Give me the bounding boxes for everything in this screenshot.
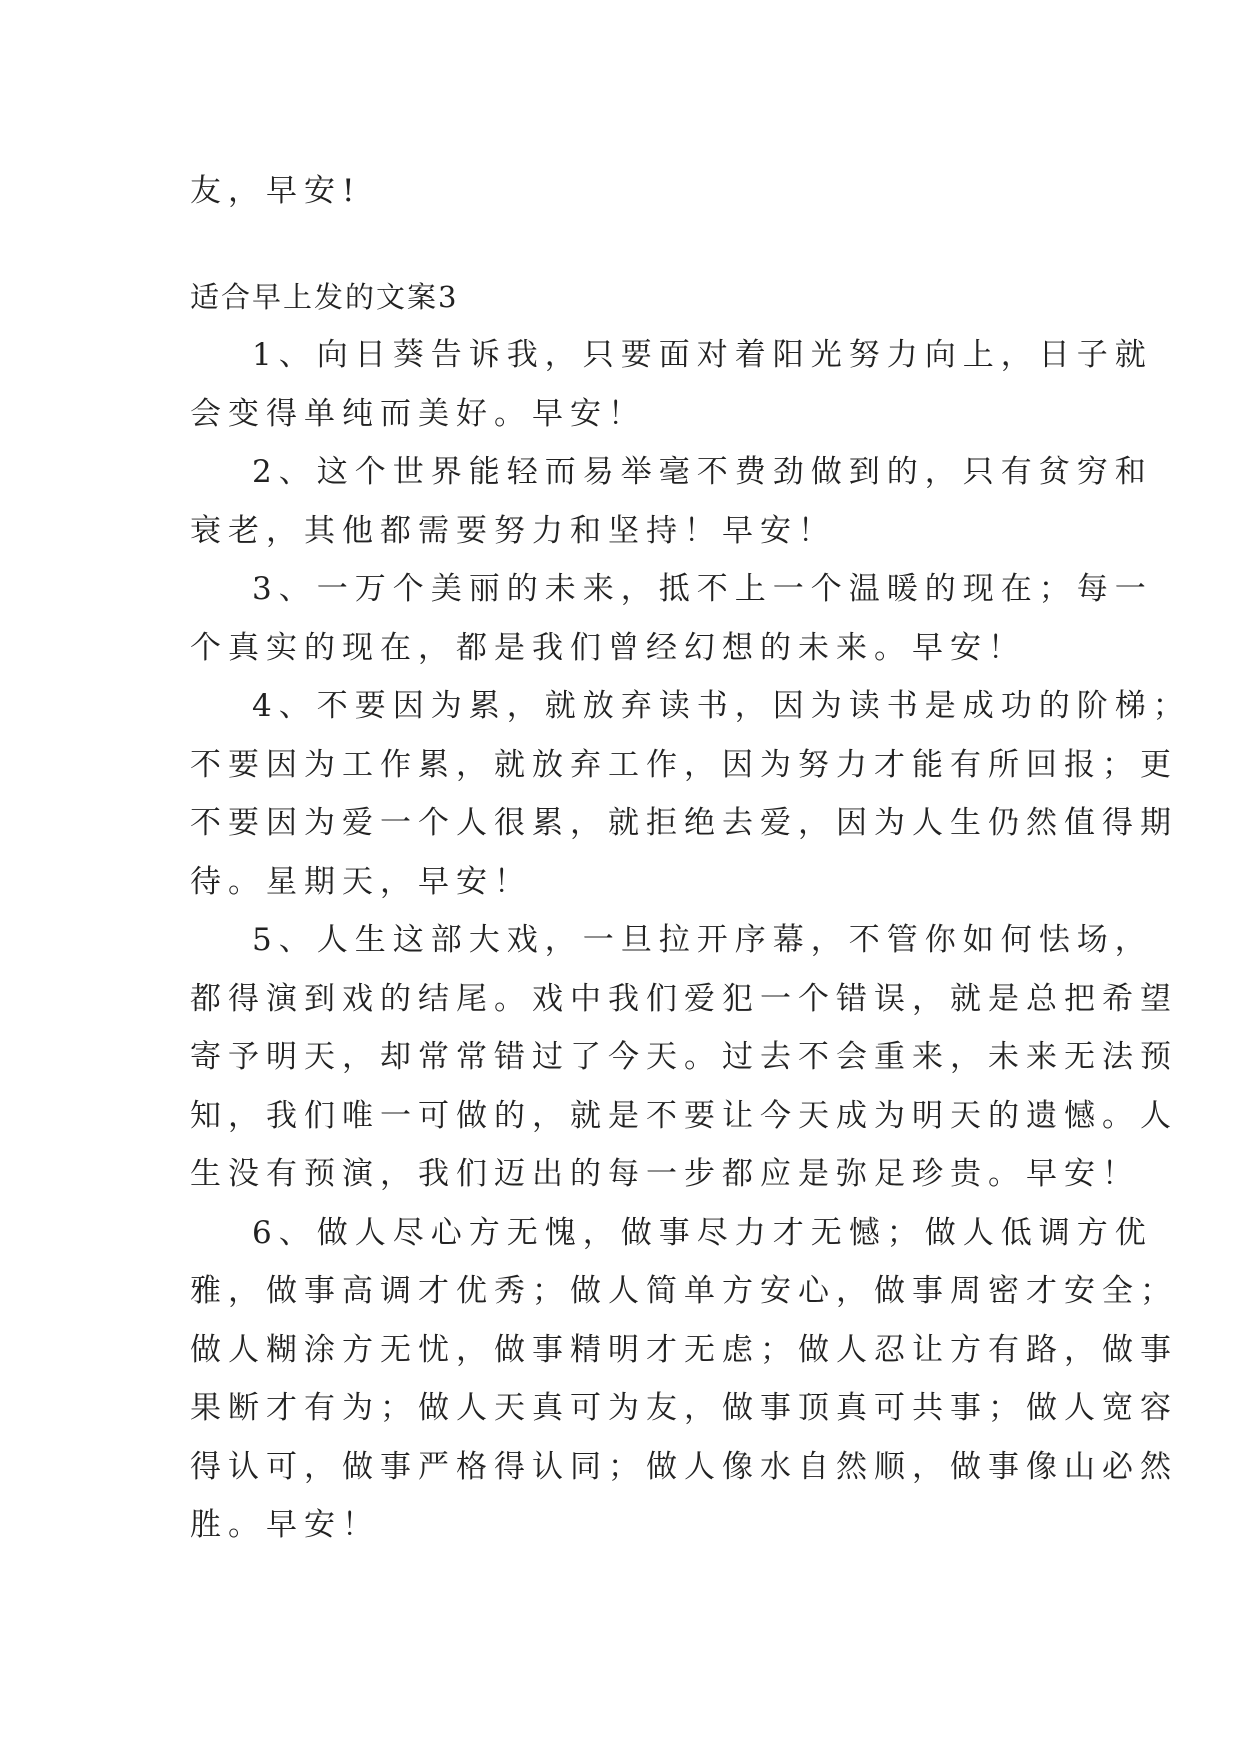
list-item bbox=[190, 911, 1178, 1204]
paragraph-line: 果断才有为；做人天真可为友，做事顶真可共事；做人宽容 bbox=[190, 1390, 1178, 1426]
paragraph-line: 不要因为工作累，就放弃工作，因为努力才能有所回报；更 bbox=[190, 746, 1178, 783]
paragraph-line: 6、做人尽心方无愧，做事尽力才无憾；做人低调方优 bbox=[252, 1214, 1153, 1251]
paragraph-line: 不要因为爱一个人很累，就拒绝去爱，因为人生仍然值得期 bbox=[190, 805, 1178, 841]
paragraph-line: 待。星期天，早安！ bbox=[190, 863, 532, 900]
list-item bbox=[190, 443, 1153, 560]
intro-line: 友，早安! bbox=[190, 173, 362, 209]
paragraph-line: 生没有预演，我们迈出的每一步都应是弥足珍贵。早安！ bbox=[190, 1156, 1140, 1192]
paragraph-line: 1、向日葵告诉我，只要面对着阳光努力向上，日子就 bbox=[252, 337, 1153, 373]
paragraph-gap bbox=[190, 221, 1050, 268]
list-item bbox=[190, 677, 1191, 911]
paragraph-line: 5、人生这部大戏，一旦拉开序幕，不管你如何怯场， bbox=[252, 922, 1153, 958]
list-item bbox=[190, 1204, 1178, 1555]
paragraph-line: 3、一万个美丽的未来，抵不上一个温暖的现在；每一 bbox=[252, 571, 1153, 607]
list-item bbox=[190, 560, 1153, 677]
section-heading: 适合早上发的文案3 bbox=[190, 279, 459, 314]
paragraph-line: 胜。早安！ bbox=[190, 1507, 380, 1543]
paragraph-line: 寄予明天，却常常错过了今天。过去不会重来，未来无法预 bbox=[190, 1039, 1178, 1075]
document-body bbox=[190, 162, 1191, 1555]
paragraph-line: 个真实的现在，都是我们曾经幻想的未来。早安！ bbox=[190, 629, 1026, 666]
paragraph-line: 4、不要因为累，就放弃读书，因为读书是成功的阶梯； bbox=[252, 688, 1191, 724]
paragraph-line: 做人糊涂方无忧，做事精明才无虑；做人忍让方有路，做事 bbox=[190, 1331, 1178, 1368]
paragraph-line: 得认可，做事严格得认同；做人像水自然顺，做事像山必然 bbox=[190, 1448, 1178, 1485]
paragraph-line: 雅，做事高调才优秀；做人简单方安心，做事周密才安全； bbox=[190, 1273, 1178, 1309]
paragraph-line: 衰老，其他都需要努力和坚持！早安！ bbox=[190, 512, 836, 549]
paragraph-line: 知，我们唯一可做的，就是不要让今天成为明天的遗憾。人 bbox=[190, 1097, 1178, 1134]
list-item bbox=[190, 326, 1153, 443]
paragraph-line: 会变得单纯而美好。早安！ bbox=[190, 395, 646, 432]
paragraph-line: 2、这个世界能轻而易举毫不费劲做到的，只有贫穷和 bbox=[252, 454, 1153, 490]
paragraph-line: 都得演到戏的结尾。戏中我们爱犯一个错误，就是总把希望 bbox=[190, 980, 1178, 1017]
